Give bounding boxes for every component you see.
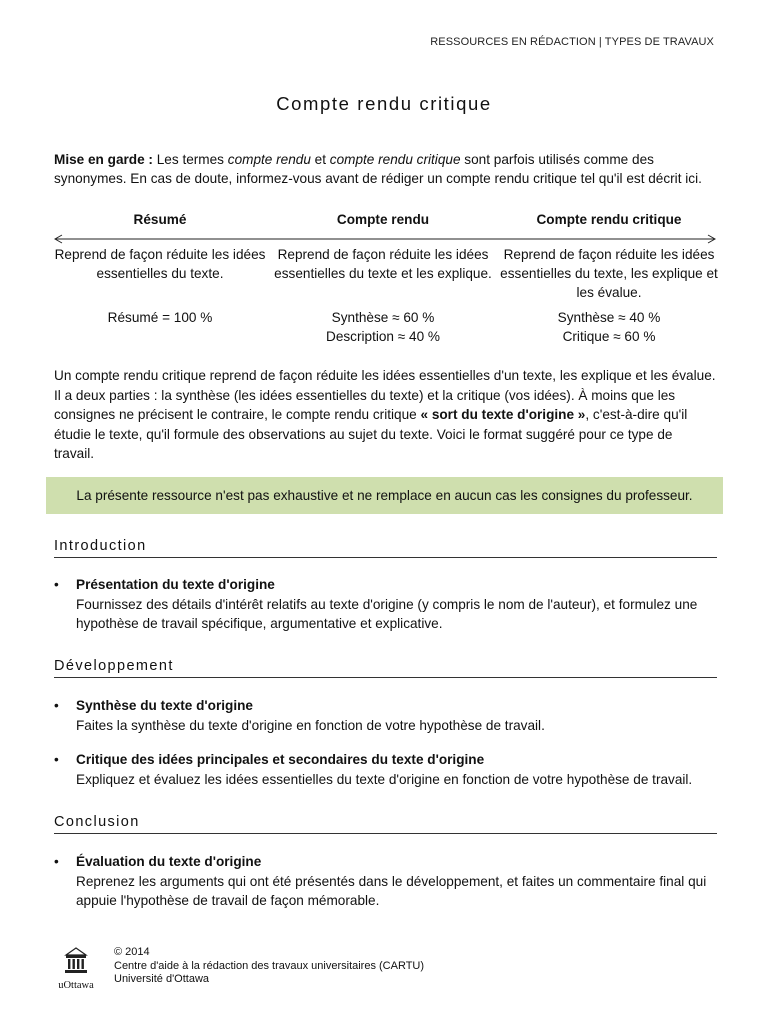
comparison-ratio-line-1: Synthèse ≈ 60 % <box>331 310 435 325</box>
comparison-ratio <box>273 308 493 346</box>
university-logo <box>54 946 98 992</box>
list-item <box>54 852 716 911</box>
comparison-ratio-line-2: Description ≈ 40 % <box>326 329 440 344</box>
list-item-title: Présentation du texte d'origine <box>76 577 275 592</box>
intro-paragraph <box>54 366 716 464</box>
warning-paragraph <box>54 150 716 188</box>
list-item-text: Faites la synthèse du texte d'origine en fonction de votre hypothèse de travail. <box>76 717 545 733</box>
intro-paragraph-text-a: Un compte rendu critique reprend de façon réduite les idées essentielles d'un texte, les explique et les évalue. Il a deux parties : la synthèse (les idées essentielles du texte) et la critique (vos idées). À moins que les consignes ne précisent le contraire, le compte rendu critique <box>54 368 716 422</box>
warning-term-2: compte rendu critique <box>329 152 461 167</box>
comparison-description: Reprend de façon réduite les idées essentielles du texte, les explique et les évalue. <box>500 247 718 300</box>
bullet-icon: • <box>54 698 59 713</box>
bullet-icon: • <box>54 577 59 592</box>
comparison-ratio-line-1: Synthèse ≈ 40 % <box>557 310 661 325</box>
logo-wordmark: uOttawa <box>58 980 94 991</box>
comparison-heading: Compte rendu critique <box>536 212 682 227</box>
warning-label: Mise en garde : <box>54 152 153 167</box>
comparison-ratio <box>499 308 719 346</box>
comparison-column-compte-rendu <box>273 210 493 344</box>
section-title-developpement: Développement <box>54 658 717 678</box>
header-section-label: RESSOURCES EN RÉDACTION | TYPES DE TRAVAUX <box>430 36 714 48</box>
warning-term-1: compte rendu <box>227 152 311 167</box>
footer <box>54 946 554 996</box>
intro-paragraph-text-b: , c'est-à-dire qu'il étudie le texte, qu'il formule des observations au sujet du texte. Voici le format suggéré pour ce type de travail. <box>54 407 688 461</box>
comparison-column-resume <box>50 210 270 325</box>
comparison-ratio-line-1: Résumé = 100 % <box>107 310 213 325</box>
intro-paragraph-emphasis: « sort du texte d'origine » <box>420 407 586 422</box>
list-item-title: Synthèse du texte d'origine <box>76 698 253 713</box>
bullet-icon: • <box>54 854 59 869</box>
comparison-ratio <box>50 308 270 327</box>
list-item-text: Reprenez les arguments qui ont été présentés dans le développement, et faites un commentaire final qui appuie l'hypothèse de travail de façon mémorable. <box>76 873 707 908</box>
building-icon <box>54 946 98 976</box>
footer-text <box>114 946 424 987</box>
double-arrow-icon <box>54 234 716 244</box>
comparison-ratio-line-2: Critique ≈ 60 % <box>562 329 656 344</box>
bullet-icon: • <box>54 752 59 767</box>
comparison-heading: Compte rendu <box>336 212 430 227</box>
comparison-table <box>54 210 716 360</box>
comparison-column-compte-rendu-critique <box>499 210 719 344</box>
list-item-title: Évaluation du texte d'origine <box>76 854 262 869</box>
footer-copyright: © 2014 <box>114 946 150 958</box>
list-item <box>54 575 716 634</box>
footer-center-name: Centre d'aide à la rédaction des travaux universitaires (CARTU) <box>114 959 425 972</box>
list-item <box>54 750 716 789</box>
warning-text-b: et <box>310 152 330 167</box>
comparison-description: Reprend de façon réduite les idées essentielles du texte et les explique. <box>274 247 492 281</box>
section-title-introduction: Introduction <box>54 538 717 558</box>
comparison-description: Reprend de façon réduite les idées essentielles du texte. <box>54 247 266 281</box>
footer-university: Université d'Ottawa <box>114 973 210 985</box>
list-item <box>54 696 716 735</box>
disclaimer-text: La présente ressource n'est pas exhaustive et ne remplace en aucun cas les consignes du professeur. <box>76 488 693 503</box>
section-title-conclusion: Conclusion <box>54 814 717 834</box>
list-item-text: Fournissez des détails d'intérêt relatifs au texte d'origine (y compris le nom de l'auteur), et formulez une hypothèse de travail spécifique, argumentative et explicative. <box>76 596 698 631</box>
disclaimer-note <box>46 477 723 514</box>
page-title: Compte rendu critique <box>276 93 492 114</box>
list-item-title: Critique des idées principales et secondaires du texte d'origine <box>76 752 485 767</box>
warning-text-c: sont parfois utilisés comme des synonymes. En cas de doute, informez-vous avant de rédiger un compte rendu critique tel qu'il est décrit ici. <box>54 152 702 186</box>
warning-text-a: Les termes <box>152 152 228 167</box>
list-item-text: Expliquez et évaluez les idées essentielles du texte d'origine en fonction de votre hypothèse de travail. <box>76 771 693 787</box>
comparison-heading: Résumé <box>133 212 187 227</box>
